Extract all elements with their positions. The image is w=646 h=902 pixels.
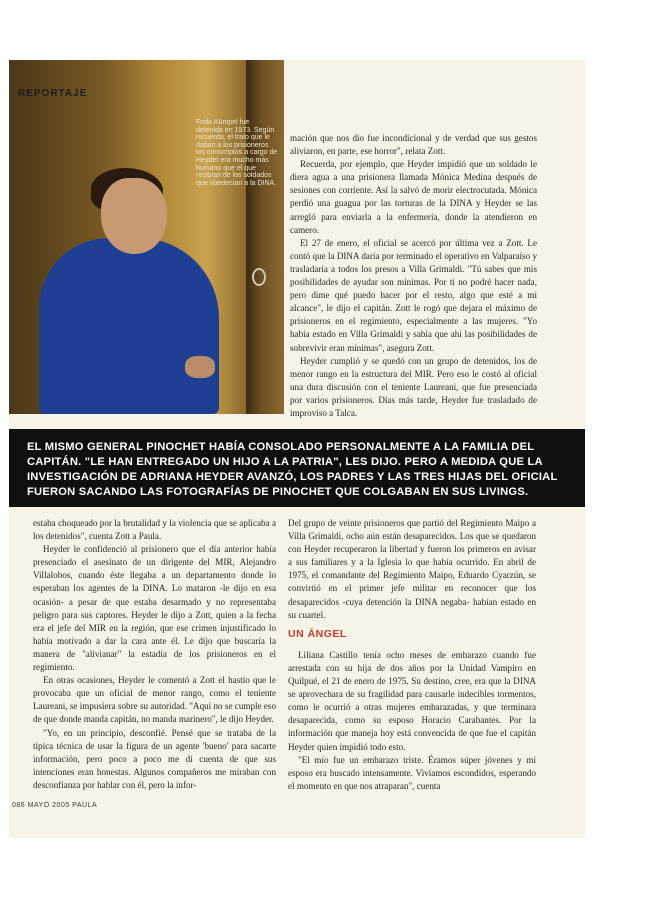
paragraph: Liliana Castillo tenía ocho meses de embarazo cuando fue arrestada con su hija de dos años por la Unidad Vampiro en Quilpué, el 21 de enero de 1975. Su destino, cree, era que la DINA se aprovechara de su fragilidad para causarle indecibles tormentos, como le ocurrió a otras mujeres embarazadas, y que terminara desaparecida, como su esposo Horacio Carabantes. Por la información que maneja hoy está convencida de que fue el capitán Heyder quien impidió todo esto. bbox=[288, 649, 536, 752]
paragraph: Heyder le confidenció al prisionero que el día anterior había presenciado el asesinato de un dirigente del MIR, Alejandro Villalobos, cuando éste llegaba a un departamento donde lo esperaban los agentes de la DINA. Lo mataron -le dijo en esa ocasión- a pesar de que estaba desarmado y no representaba peligro para sus captores. Heyder le dijo a Zott, quien a la fecha era el jefe del MIR en la región, que ese crimen injustificado lo había motivado a dar la cara ante él. Le dijo que buscaría la manera de "alivianar" la estadía de los prisioneros en el regimiento. bbox=[33, 544, 276, 673]
door bbox=[246, 60, 284, 414]
bottom-left-column bbox=[33, 517, 276, 792]
paragraph: "El mío fue un embarazo triste. Éramos súper jóvenes y mi esposo era buscado intensamente. Vivíamos escondidos, esperando el momento en que nos atraparan", cuenta bbox=[288, 754, 536, 791]
section-label: REPORTAJE bbox=[18, 88, 88, 99]
door-handle bbox=[252, 268, 266, 286]
paragraph: Del grupo de veinte prisioneros que partió del Regimiento Maipo a Villa Grimaldi, ocho aún están desaparecidos. Los que se quedaron con Heyder recuperaron la libertad y fueron los primeros en avisar a sus familiares y a la Iglesia lo que había ocurrido. En abril de 1975, el comandante del Regimiento Maipo, Eduardo Cyarzún, se convirtió en el primer jefe militar en reconocer que los desaparecidos -cuya detención la DINA negaba- habían estado en su cuartel. bbox=[288, 518, 536, 620]
photo-caption: Frida Kümpel fue detenida en 1973. Según recuerda, el trato que le daban a los prisioneros los conscriptos a cargo de Heyder era mucho más humano que el que recibían de los soldados que obedecían a la DINA. bbox=[196, 119, 278, 187]
top-right-column bbox=[290, 132, 537, 420]
paragraph: "Yo, en un principio, desconfié. Pensé que se trataba de la típica técnica de usar la figura de un agente 'bueno' para sacarte información, pero poco a poco me di cuenta de que sus intenciones eran honestas. Algunos compañeros me miraban con desconfianza por hablar con él, pero la infor- bbox=[33, 727, 276, 790]
paragraph: estaba choqueado por la brutalidad y la violencia que se aplicaba a los detenidos", cuenta Zott a Paula. bbox=[33, 518, 276, 542]
hand bbox=[185, 356, 215, 378]
portrait-photo bbox=[9, 60, 284, 414]
paragraph: mación que nos dio fue incondicional y de verdad que sus gestos aliviaron, en parte, ese horror", relata Zott. bbox=[290, 133, 537, 157]
blue-jacket bbox=[39, 238, 219, 414]
subhead: UN ÁNGEL bbox=[288, 627, 347, 640]
face bbox=[101, 178, 167, 254]
page-footer: 086 MAYO 2005 PAULA bbox=[12, 802, 98, 809]
pull-quote: EL MISMO GENERAL PINOCHET HABÍA CONSOLADO PERSONALMENTE A LA FAMILIA DEL CAPITÁN. "LE HAN ENTREGADO UN HIJO A LA PATRIA", LES DIJO. PERO A MEDIDA QUE LA INVESTIGACIÓN DE ADRIANA HEYDER AVANZÓ, LOS PADRES Y LAS TRES HIJAS DEL OFICIAL FUERON SACANDO LAS FOTOGRAFÍAS DE PINOCHET QUE COLGABAN EN SUS LIVINGS. bbox=[27, 441, 558, 498]
paragraph: En otras ocasiones, Heyder le comentó a Zott el hastío que le provocaba que un oficial de menor rango, como el teniente Laureani, se impusiera sobre su autoridad. "Aquí no se cumple eso de que donde manda capitán, no manda marinero", le dijo Heyder. bbox=[33, 675, 276, 725]
paragraph: El 27 de enero, el oficial se acercó por última vez a Zott. Le contó que la DINA daría por terminado el operativo en Valparaíso y trasladaría a todos los presos a Villa Grimaldi. "Tú sabes que mis posibilidades de ayudar son mínimas. Por ti no podré hacer nada, pero dime qué puedo hacer por el resto, algo que esté a mi alcance", le dijo el capitán. Zott le rogó que dejara el máximo de prisioneros en el regimiento, especialmente a las mujeres. "Yo había estado en Villa Grimaldi y sabía que ahí las posibilidades de sobrevivir eran mínimas", asegura Zott. bbox=[290, 237, 537, 353]
bottom-right-column bbox=[288, 517, 536, 793]
paragraph: Recuerda, por ejemplo, que Heyder impidió que un soldado le diera agua a una prisionera llamada Mónica Medina después de sesiones con corriente. Así la salvó de morir electrocutada. Mónica perdió una guagua por las torturas de la DINA y Heyder se las arregló para enviarla a la enfermería, donde la atendieron en camero. bbox=[290, 159, 537, 235]
paragraph: Heyder cumplió y se quedó con un grupo de detenidos, los de menor rango en la estructura del MIR. Pero eso le costó al oficial una dura discusión con el teniente Laureani, que fue presenciada por varios prisioneros. Días más tarde, Heyder fue trasladado de improviso a Talca. bbox=[290, 355, 537, 418]
